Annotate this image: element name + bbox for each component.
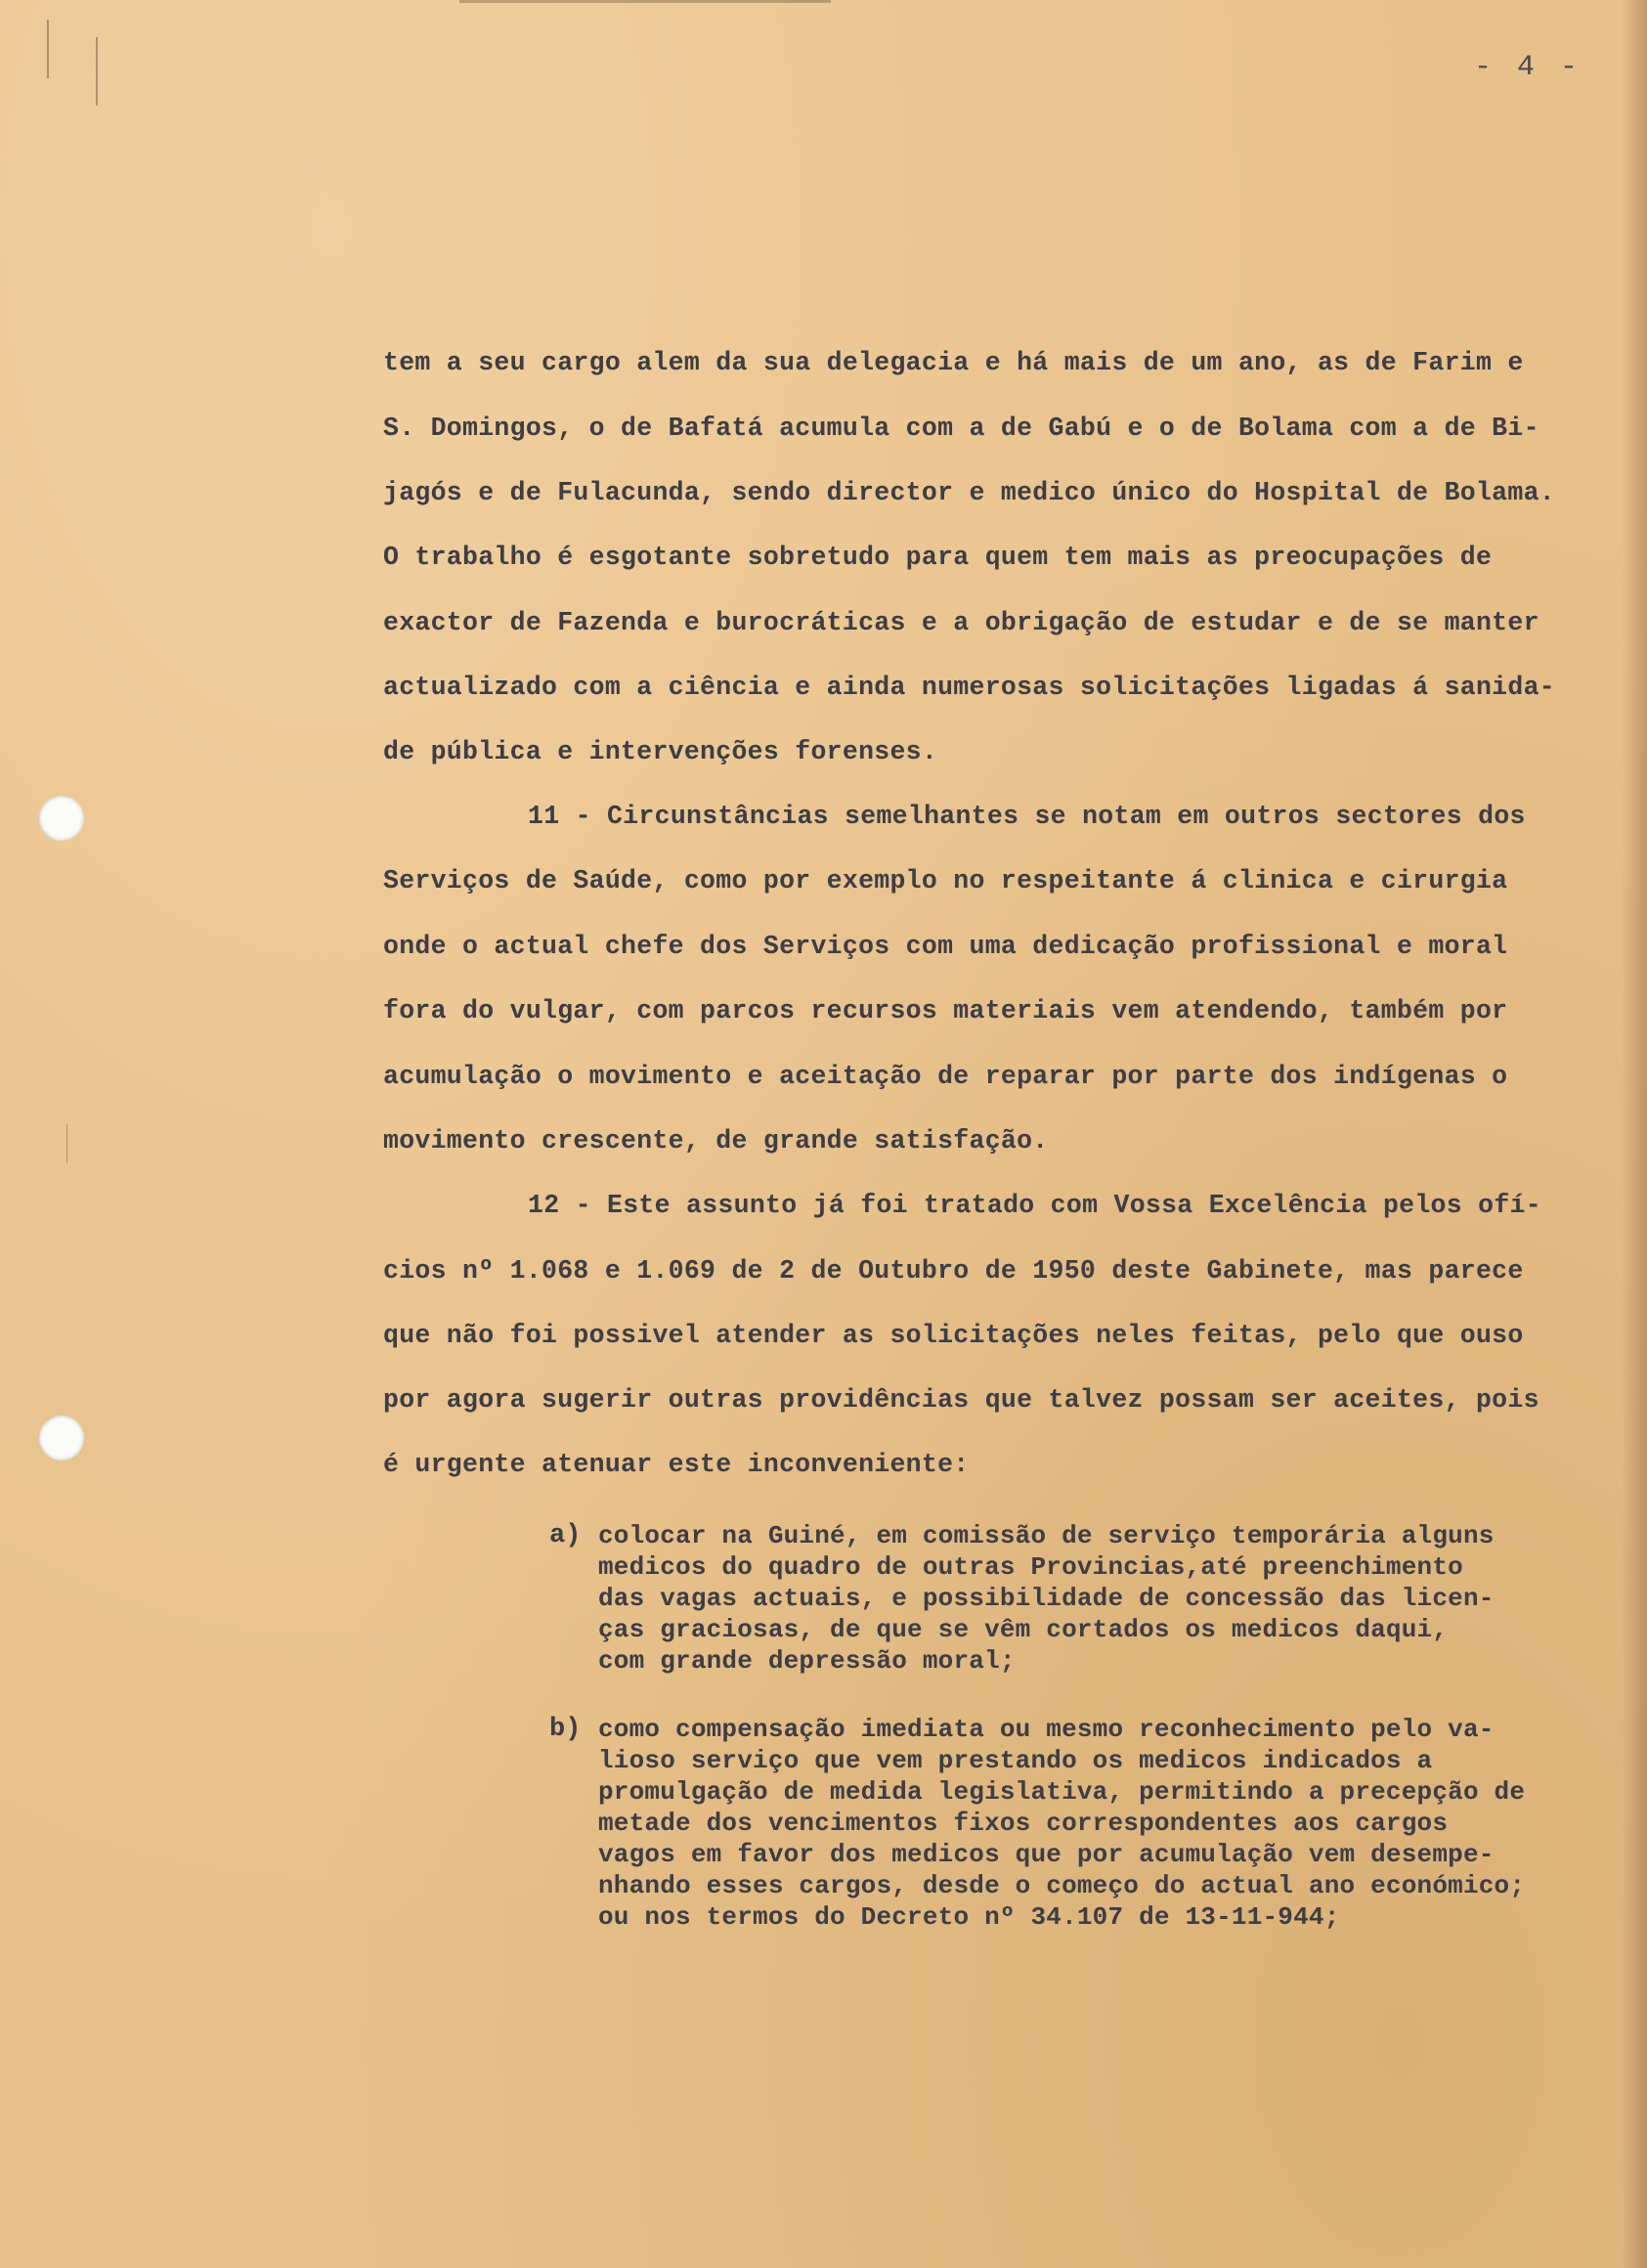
top-edge-mark bbox=[459, 0, 831, 3]
text-line: acumulação o movimento e aceitação de reparar por parte dos indígenas o bbox=[383, 1062, 1508, 1091]
text-line: actualizado com a ciência e ainda numerosas solicitações ligadas á sanida- bbox=[383, 673, 1555, 702]
list-item-line: colocar na Guiné, em comissão de serviço temporária alguns bbox=[598, 1521, 1495, 1550]
list-item-line: nhando esses cargos, desde o começo do actual ano económico; bbox=[598, 1871, 1526, 1900]
text-line: que não foi possivel atender as solicitações neles feitas, pelo que ouso bbox=[383, 1321, 1524, 1350]
list-item-line: ças graciosas, de que se vêm cortados os medicos daqui, bbox=[598, 1615, 1449, 1644]
page-number: - 4 - bbox=[1474, 51, 1582, 84]
punch-hole-bottom bbox=[39, 1416, 84, 1461]
punch-hole-top bbox=[39, 796, 84, 841]
margin-mark bbox=[96, 37, 98, 106]
page-edge-shadow bbox=[1622, 0, 1647, 2268]
text-line: O trabalho é esgotante sobretudo para quem tem mais as preocupações de bbox=[383, 543, 1493, 572]
text-line: onde o actual chefe dos Serviços com uma dedicação profissional e moral bbox=[383, 932, 1508, 961]
list-marker-a: a) bbox=[549, 1521, 582, 1550]
text-line: de pública e intervenções forenses. bbox=[383, 737, 938, 766]
margin-mark bbox=[47, 20, 49, 78]
list-item-line: ou nos termos do Decreto nº 34.107 de 13-11-944; bbox=[598, 1902, 1340, 1932]
text-line: por agora sugerir outras providências que talvez possam ser aceites, pois bbox=[383, 1385, 1539, 1415]
text-line: tem a seu cargo alem da sua delegacia e há mais de um ano, as de Farim e bbox=[383, 348, 1524, 377]
list-item-line: das vagas actuais, e possibilidade de concessão das licen- bbox=[598, 1584, 1495, 1613]
list-item-line: promulgação de medida legislativa, permitindo a precepção de bbox=[598, 1777, 1526, 1807]
list-item-line: como compensação imediata ou mesmo reconhecimento pelo va- bbox=[598, 1715, 1495, 1744]
text-line: cios nº 1.068 e 1.069 de 2 de Outubro de 1950 deste Gabinete, mas parece bbox=[383, 1256, 1524, 1286]
text-line: movimento crescente, de grande satisfação. bbox=[383, 1126, 1049, 1156]
margin-mark bbox=[66, 1124, 67, 1163]
list-item-line: lioso serviço que vem prestando os medicos indicados a bbox=[598, 1746, 1433, 1775]
text-line: 12 - Este assunto já foi tratado com Vossa Excelência pelos ofí- bbox=[528, 1191, 1541, 1220]
text-line: é urgente atenuar este inconveniente: bbox=[383, 1450, 970, 1479]
text-line: Serviços de Saúde, como por exemplo no respeitante á clinica e cirurgia bbox=[383, 866, 1508, 895]
list-item-line: vagos em favor dos medicos que por acumulação vem desempe- bbox=[598, 1840, 1495, 1869]
text-line: fora do vulgar, com parcos recursos materiais vem atendendo, também por bbox=[383, 996, 1508, 1025]
list-marker-b: b) bbox=[549, 1715, 582, 1744]
text-line: jagós e de Fulacunda, sendo director e medico único do Hospital de Bolama. bbox=[383, 478, 1555, 507]
text-line: S. Domingos, o de Bafatá acumula com a de Gabú e o de Bolama com a de Bi- bbox=[383, 414, 1539, 443]
list-item-line: com grande depressão moral; bbox=[598, 1646, 1016, 1676]
text-line: 11 - Circunstâncias semelhantes se notam em outros sectores dos bbox=[528, 802, 1526, 831]
list-item-line: medicos do quadro de outras Provincias,até preenchimento bbox=[598, 1552, 1463, 1582]
text-line: exactor de Fazenda e burocráticas e a obrigação de estudar e de se manter bbox=[383, 608, 1539, 637]
list-item-line: metade dos vencimentos fixos correspondentes aos cargos bbox=[598, 1809, 1449, 1838]
